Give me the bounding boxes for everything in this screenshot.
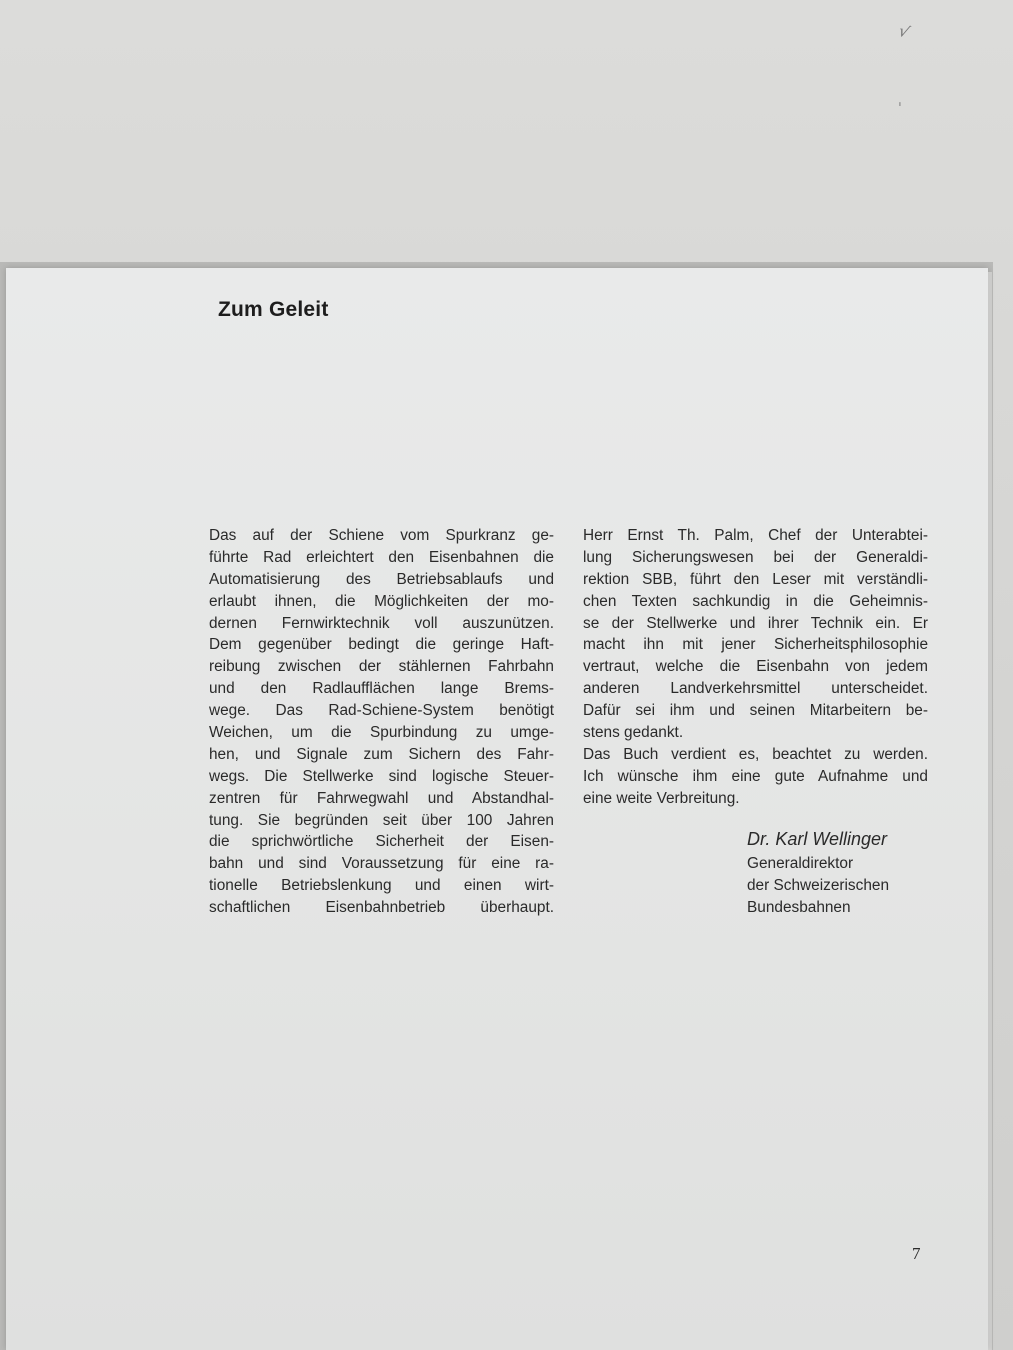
text-line: hen, und Signale zum Sichern des Fahr- [209,745,554,763]
signature-block [747,827,927,919]
left-column [209,525,554,919]
text-line: bahn und sind Voraussetzung für eine ra- [209,855,554,873]
signatory-organization: der Schweizerischen [747,876,890,894]
page-number: 7 [912,1244,921,1263]
text-line: macht ihn mit jener Sicherheitsphilosophie [583,636,928,654]
text-line: zentren für Fahrwegwahl und Abstandhal- [209,789,554,807]
right-column [583,525,928,810]
text-line: Weichen, um die Spurbindung zu umge- [209,724,554,742]
text-line: se der Stellwerke und ihrer Technik ein. Er [583,614,928,632]
text-line: Dafür sei ihm und seinen Mitarbeitern be- [583,702,928,720]
text-line: Ich wünsche ihm eine gute Aufnahme und [583,767,928,785]
text-line: rektion SBB, führt den Leser mit verständli- [583,570,928,588]
text-line: lung Sicherungswesen bei der Generaldi- [583,548,928,566]
text-line: tionelle Betriebslenkung und einen wirt- [209,877,554,895]
page-title: Zum Geleit [218,298,329,321]
text-line: Das Buch verdient es, beachtet zu werden. [583,745,928,763]
signatory-name: Dr. Karl Wellinger [747,829,888,849]
text-line: stens gedankt. [583,724,684,742]
text-line: dernen Fernwirktechnik voll auszunützen. [209,614,554,632]
signatory-title: Generaldirektor [747,855,854,872]
text-line: Herr Ernst Th. Palm, Chef der Unterabtei- [583,527,928,544]
text-line: chen Texten sachkundig in die Geheimnis- [583,592,928,610]
surface-mark: ˌ [898,92,902,108]
text-line: reibung zwischen der stählernen Fahrbahn [209,658,554,676]
text-line: die sprichwörtliche Sicherheit der Eisen- [209,833,554,851]
text-line: führte Rad erleichtert den Eisenbahnen die [209,548,554,566]
book-page [6,268,988,1350]
text-line: wege. Das Rad-Schiene-System benötigt [209,702,554,720]
surface-mark: √ [896,20,913,43]
text-line: tung. Sie begründen seit über 100 Jahren [209,811,554,829]
text-line: Dem gegenüber bedingt die geringe Haft- [209,636,554,654]
text-line: Automatisierung des Betriebsablaufs und [209,570,554,588]
text-line: vertraut, welche die Eisenbahn von jedem [583,658,928,676]
text-line: wegs. Die Stellwerke sind logische Steuer- [209,767,554,785]
text-line: eine weite Verbreitung. [583,789,740,807]
text-line: erlaubt ihnen, die Möglichkeiten der mo- [209,592,554,610]
signatory-organization: Bundesbahnen [747,898,851,916]
text-line: und den Radlaufflächen lange Brems- [209,680,554,698]
text-line: schaftlichen Eisenbahnbetrieb überhaupt. [209,899,554,917]
text-line: anderen Landverkehrsmittel unterscheidet. [583,680,928,698]
text-line: Das auf der Schiene vom Spurkranz ge- [209,527,554,544]
